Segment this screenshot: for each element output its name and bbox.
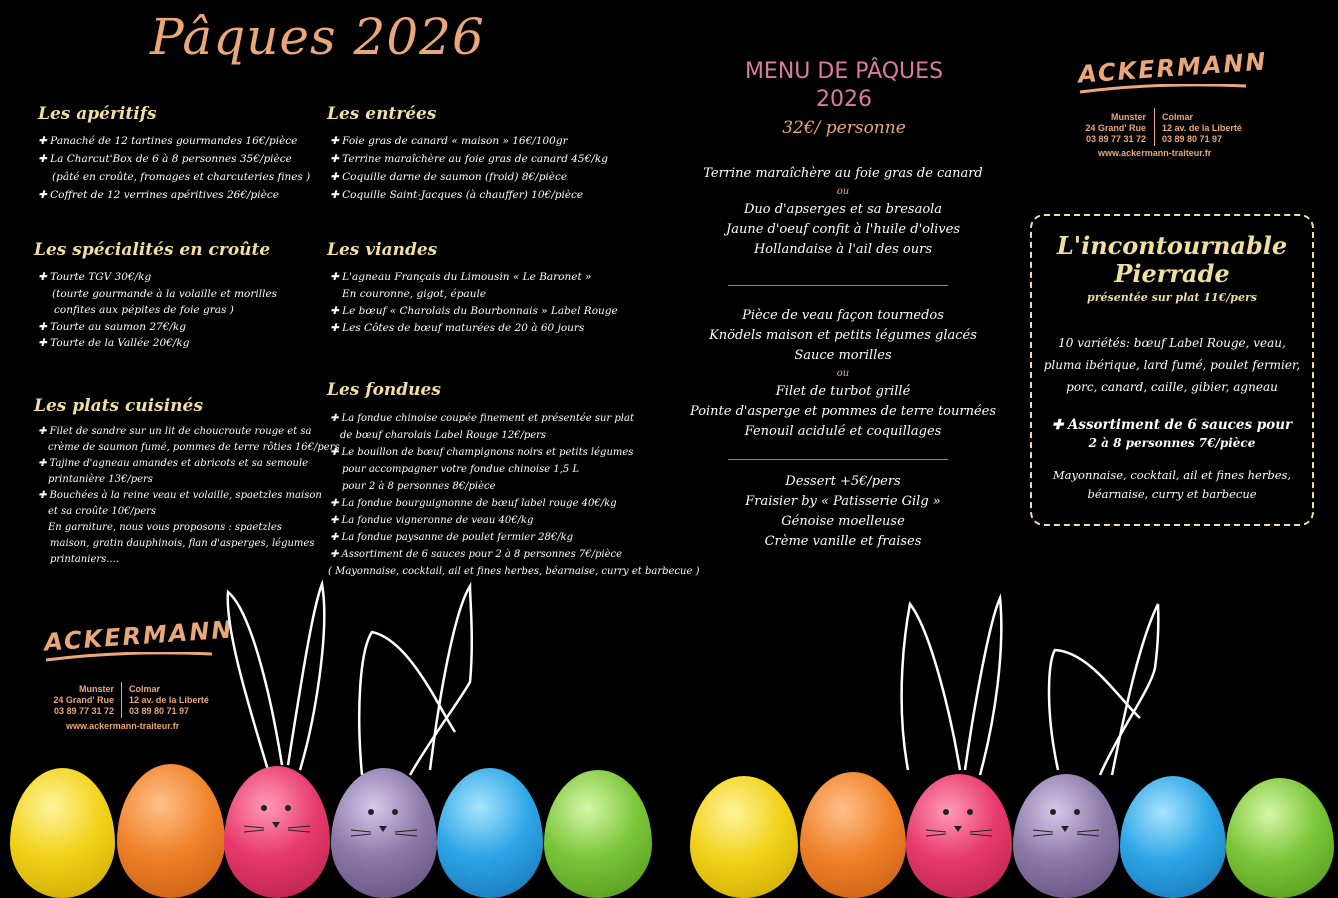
address-colmar [1162,112,1242,145]
sauces-line: 2 à 8 personnes 7€/pièce [1088,436,1256,450]
starter-option-b-line: Duo d'apserges et sa bresaola [743,202,943,217]
menu-title-line1: MENU DE PÂQUES [744,59,944,84]
list-item: printaniers.... [50,554,119,565]
croute-list [38,269,277,352]
sauce-list-line: béarnaise, curry et barbecue [1087,487,1257,501]
list-item: ✚ Coquille Saint-Jacques (à chauffer) 10€/pièce [330,189,584,201]
main-option-a-line: Knödels maison et petits légumes glacés [709,328,977,343]
list-item: ✚ Les Côtes de bœuf maturées de 20 à 60 jours [330,322,585,334]
list-item: ✚ Tourte au saumon 27€/kg [38,320,187,333]
list-item: ✚ Tajine d'agneau amandes et abricots et sa semoule [38,458,309,469]
menu-starters [688,164,998,260]
colmar-city: Colmar [1162,112,1194,122]
list-item: ✚ La Charcut'Box de 6 à 8 personnes 35€/pièce [38,153,292,165]
fondues-heading: Les fondues [327,380,441,400]
divider [728,459,948,460]
munster-phone: 03 89 77 31 72 [53,706,114,716]
list-item: ✚ La fondue chinoise coupée finement et présentée sur plat [330,413,634,424]
bunny-face-icon [331,768,437,858]
dessert-line: Dessert +5€/pers [785,474,901,489]
ackermann-logo-right [1077,47,1269,89]
page-title: Pâques 2026 [150,8,485,66]
pierrade-sauces [1032,416,1312,452]
logo-underline-icon [1078,84,1248,94]
pierrade-varieties [1032,332,1312,398]
aperitifs-heading: Les apéritifs [38,104,157,124]
main-option-a-line: Pièce de veau façon tournedos [742,308,944,323]
munster-city: Munster [78,684,114,694]
brand-name: ACKERMANN [1077,47,1269,89]
list-item: ✚ La fondue bourguignonne de bœuf label rouge 40€/kg [330,498,617,509]
list-item: ✚ Tourte de la Vallée 20€/kg [38,337,190,349]
pierrade-title-line1: L'incontournable [1056,231,1288,260]
dessert-line: Fraisier by « Patisserie Gilg » [745,494,941,509]
list-item: (pâté en croûte, fromages et charcuteries fines ) [52,171,311,183]
colmar-phone: 03 89 80 71 97 [1162,134,1223,144]
main-option-a-line: Sauce morilles [794,348,892,363]
munster-street: 24 Grand' Rue [53,695,114,705]
colmar-phone: 03 89 80 71 97 [129,706,190,716]
entrees-heading: Les entrées [327,104,437,124]
list-item: crème de saumon fumé, pommes de terre rôties 16€/pers [48,442,340,453]
menu-dessert [688,472,998,552]
or-separator: ou [836,368,850,379]
main-option-b-line: Filet de turbot grillé [775,384,911,399]
list-item: ✚ Coquille darne de saumon (froid) 8€/pièce [330,171,568,183]
list-item: En couronne, gigot, épaule [342,288,487,300]
list-item: ✚ Assortiment de 6 sauces pour 2 à 8 personnes 7€/pièce [330,549,623,560]
starter-option-b-line: Jaune d'oeuf confit à l'huile d'olives [725,222,961,237]
list-item: confites aux pépites de foie gras ) [54,304,234,316]
munster-city: Munster [1110,112,1146,122]
pierrade-subtitle: présentée sur plat 11€/pers [1087,291,1257,304]
croute-heading: Les spécialités en croûte [34,240,271,260]
address-munster [1082,112,1146,145]
dessert-line: Crème vanille et fraises [764,534,922,549]
colmar-city: Colmar [129,684,161,694]
list-item: de bœuf charolais Label Rouge 12€/pers [340,430,547,441]
plats-list [38,424,340,568]
divider [728,285,948,286]
list-item: ✚ Terrine maraîchère au foie gras de canard 45€/kg [330,153,608,165]
brand-name: ACKERMANN [43,615,235,657]
list-item: ( Mayonnaise, cocktail, ail et fines herbes, béarnaise, curry et barbecue ) [328,566,700,577]
sauces-line: ✚ Assortiment de 6 sauces pour [1051,417,1293,433]
variety-line: porc, canard, caille, gibier, agneau [1066,380,1278,394]
pierrade-sauce-list [1032,466,1312,504]
list-item: ✚ Filet de sandre sur un lit de choucroute rouge et sa [38,426,312,437]
list-item: ✚ Panaché de 12 tartines gourmandes 16€/pièce [38,135,298,147]
menu-title [700,58,988,114]
bunny-face-icon [224,766,330,856]
menu-title-line2: 2026 [816,87,872,112]
list-item: ✚ Bouchées à la reine veau et volaille, spaetzles maison [38,490,322,501]
starter-option-a: Terrine maraîchère au foie gras de canard [703,166,983,181]
purple-bunny-egg [1013,774,1119,898]
sauce-list-line: Mayonnaise, cocktail, ail et fines herbes, [1052,468,1292,482]
list-item: maison, gratin dauphinois, flan d'asperges, légumes [50,538,315,549]
munster-street: 24 Grand' Rue [1085,123,1146,133]
list-item: ✚ Le bouillon de bœuf champignons noirs et petits légumes [330,447,634,458]
list-item: printanière 13€/pers [48,474,153,485]
list-item: et sa croûte 10€/pers [48,506,157,517]
or-separator: ou [836,186,850,197]
website-link[interactable]: www.ackermann-traiteur.fr [1098,148,1212,158]
aperitifs-list [38,132,310,204]
list-item: ✚ L'agneau Français du Limousin « Le Baronet » [330,271,592,283]
bunny-ears-icon [228,584,1159,775]
address-divider [1154,108,1155,146]
purple-bunny-egg [331,768,437,898]
menu-price: 32€/ personne [782,118,906,138]
list-item: ✚ La fondue vigneronne de veau 40€/kg [330,515,534,526]
pierrade-title [1032,232,1312,288]
colmar-street: 12 av. de la Liberté [1162,123,1242,133]
pierrade-title-line2: Pierrade [1114,259,1230,288]
list-item: pour 2 à 8 personnes 8€/pièce [342,481,496,492]
website-link[interactable]: www.ackermann-traiteur.fr [66,721,180,731]
list-item: ✚ Le bœuf « Charolais du Bourbonnais » Label Rouge [330,305,618,317]
variety-line: 10 variétés: bœuf Label Rouge, veau, [1058,336,1286,350]
main-option-b-line: Fenouil acidulé et coquillages [744,424,942,439]
viandes-heading: Les viandes [327,240,438,260]
list-item: pour accompagner votre fondue chinoise 1,5 L [342,464,580,475]
starter-option-b-line: Hollandaise à l'ail des ours [753,242,933,257]
plats-heading: Les plats cuisinés [34,396,203,416]
pink-bunny-egg [224,766,330,898]
list-item: En garniture, nous vous proposons : spaetzles [48,522,282,533]
list-item: (tourte gourmande à la volaille et morilles [52,287,278,300]
bunny-face-icon [1013,774,1119,854]
list-item: ✚ Foie gras de canard « maison » 16€/100gr [330,135,568,147]
dessert-line: Génoise moelleuse [781,514,905,529]
list-item: ✚ La fondue paysanne de poulet fermier 28€/kg [330,532,574,543]
munster-phone: 03 89 77 31 72 [1085,134,1146,144]
main-option-b-line: Pointe d'asperge et pommes de terre tournées [689,404,997,419]
viandes-list [330,269,618,337]
fondues-list [330,410,699,580]
menu-mains [688,306,998,442]
variety-line: pluma ibérique, lard fumé, poulet fermier, [1043,358,1301,372]
colmar-street: 12 av. de la Liberté [129,695,209,705]
bunny-face-icon [906,774,1012,854]
entrees-list [330,132,608,204]
pink-bunny-egg [906,774,1012,898]
list-item: ✚ Coffret de 12 verrines apéritives 26€/pièce [38,189,279,201]
list-item: ✚ Tourte TGV 30€/kg [38,271,152,283]
